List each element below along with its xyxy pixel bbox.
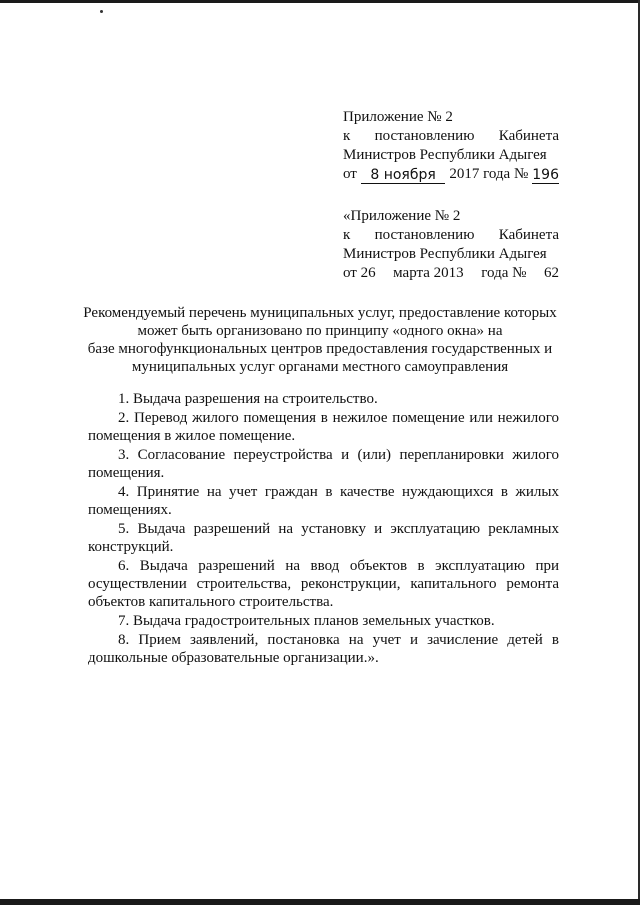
date-prefix: от bbox=[343, 166, 357, 182]
services-list bbox=[88, 390, 559, 668]
list-item: 3. Согласование переустройства и (или) перепланировки жилого помещения. bbox=[88, 447, 559, 481]
header-word: 62 bbox=[544, 265, 559, 281]
header-word: постановлению bbox=[374, 128, 475, 144]
header-word: к bbox=[343, 128, 351, 144]
list-item: 8. Прием заявлений, постановка на учет и зачисление детей в дошкольные образовательные организации.». bbox=[88, 632, 559, 666]
list-item: 2. Перевод жилого помещения в нежилое помещение или нежилого помещения в жилое помещение. bbox=[88, 410, 559, 444]
header-word: марта 2013 bbox=[393, 265, 464, 281]
list-item: 1. Выдача разрешения на строительство. bbox=[118, 391, 378, 407]
handwritten-date: 8 ноября bbox=[361, 168, 445, 184]
header-word: к bbox=[343, 227, 351, 243]
appendix-header-current bbox=[343, 108, 559, 184]
list-item: 4. Принятие на учет граждан в качестве нуждающихся в жилых помещениях. bbox=[88, 484, 559, 518]
header-word: года № bbox=[481, 265, 527, 281]
title-line: базе многофункциональных центров предоставления государственных и bbox=[87, 341, 553, 357]
header-word: Кабинета bbox=[498, 128, 559, 144]
scan-speck bbox=[100, 10, 103, 13]
document-title bbox=[80, 304, 560, 376]
title-line: муниципальных услуг органами местного самоуправления bbox=[131, 359, 509, 375]
list-item: 6. Выдача разрешений на ввод объектов в эксплуатацию при осуществлении строительства, реконструкции, капитального ремонта объектов капитального строительства. bbox=[88, 558, 559, 610]
title-line: может быть организовано по принципу «одного окна» на bbox=[137, 323, 503, 339]
list-item: 5. Выдача разрешений на установку и эксплуатацию рекламных конструкций. bbox=[88, 521, 559, 555]
header-word: Кабинета bbox=[498, 227, 559, 243]
appendix-header-previous bbox=[343, 207, 559, 283]
header-word: от 26 bbox=[343, 265, 376, 281]
list-item: 7. Выдача градостроительных планов земельных участков. bbox=[118, 613, 495, 629]
header-line: Министров Республики Адыгея bbox=[343, 246, 547, 262]
header-word: постановлению bbox=[374, 227, 475, 243]
handwritten-number: 196 bbox=[532, 167, 559, 183]
appendix-title: «Приложение № 2 bbox=[343, 208, 461, 224]
header-line: Министров Республики Адыгея bbox=[343, 147, 547, 163]
scan-edge-top bbox=[0, 0, 640, 3]
appendix-title: Приложение № 2 bbox=[343, 109, 453, 125]
date-suffix: 2017 года № bbox=[449, 166, 529, 182]
title-line: Рекомендуемый перечень муниципальных услуг, предоставление которых bbox=[83, 305, 557, 321]
scan-edge-bottom bbox=[0, 899, 640, 905]
